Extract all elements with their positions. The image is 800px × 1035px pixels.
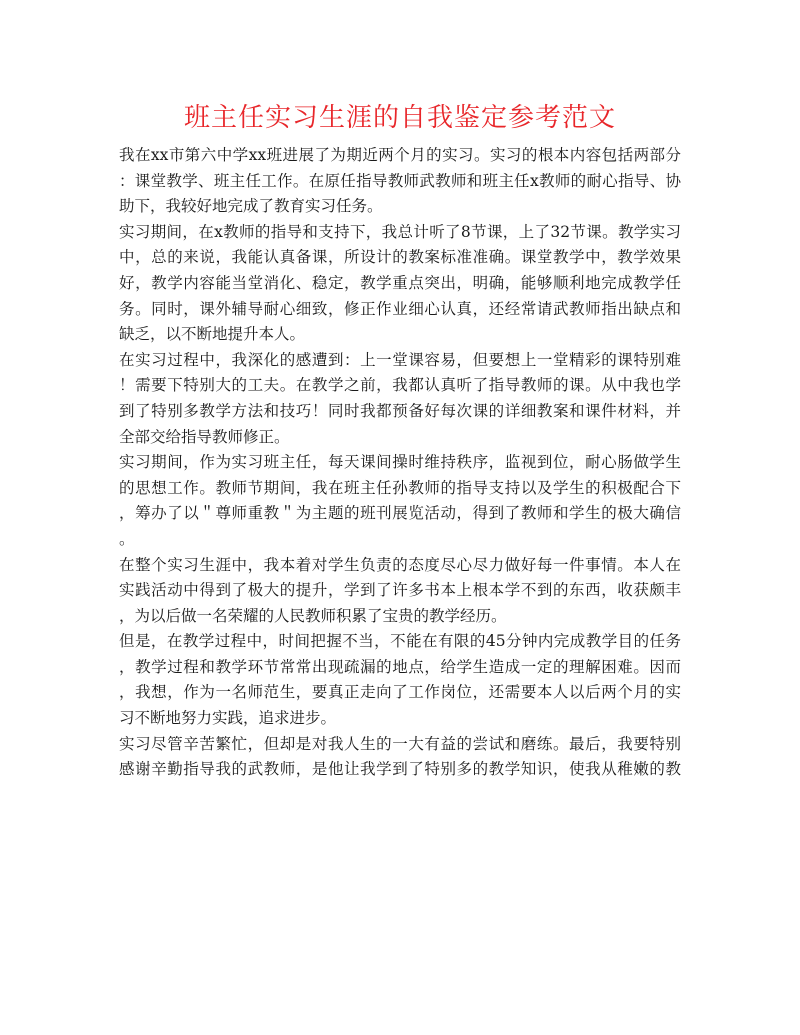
text-line: 实习尽管辛苦繁忙，但却是对我人生的一大有益的尝试和磨练。最后，我要特别 xyxy=(119,734,681,753)
paragraph xyxy=(119,143,681,220)
paragraph xyxy=(119,220,681,348)
text-line: ，筹办了以＂尊师重教＂为主题的班刊展览活动，得到了教师和学生的极大确信 xyxy=(119,504,681,523)
paragraph xyxy=(119,348,681,450)
text-line: 到了特别多教学方法和技巧！同时我都预备好每次课的详细教案和课件材料，并 xyxy=(119,401,681,420)
text-line: 在整个实习生涯中，我本着对学生负责的态度尽心尽力做好每一件事情。本人在 xyxy=(119,555,681,574)
paragraph xyxy=(119,732,681,783)
text-line: 务。同时，课外辅导耐心细致，修正作业细心认真，还经常请武教师指出缺点和 xyxy=(119,299,681,318)
text-line: 的思想工作。教师节期间，我在班主任孙教师的指导支持以及学生的积极配合下 xyxy=(119,478,681,497)
text-line: 实习期间，作为实习班主任，每天课间操时维持秩序，监视到位，耐心肠做学生 xyxy=(119,453,681,472)
text-line: ！需要下特别大的工夫。在教学之前，我都认真听了指导教师的课。从中我也学 xyxy=(119,376,681,395)
text-line: ，为以后做一名荣耀的人民教师积累了宝贵的教学经历。 xyxy=(119,606,507,625)
text-line: 但是，在教学过程中，时间把握不当，不能在有限的45分钟内完成教学目的任务 xyxy=(119,632,681,651)
text-line: 在实习过程中，我深化的感遭到：上一堂课容易，但要想上一堂精彩的课特别难 xyxy=(119,350,681,369)
text-line: 实践活动中得到了极大的提升，学到了许多书本上根本学不到的东西，收获颇丰 xyxy=(119,581,681,600)
text-line: 助下，我较好地完成了教育实习任务。 xyxy=(119,197,383,216)
text-line: ，我想，作为一名师范生，要真正走向了工作岗位，还需要本人以后两个月的实 xyxy=(119,683,681,702)
text-line: 我在xx市第六中学xx班进展了为期近两个月的实习。实习的根本内容包括两部分 xyxy=(119,146,681,164)
text-line: 缺乏，以不断地提升本人。 xyxy=(119,325,306,344)
document-title: 班主任实习生涯的自我鉴定参考范文 xyxy=(183,103,616,133)
text-line: 好，教学内容能当堂消化、稳定，教学重点突出，明确，能够顺利地完成教学任 xyxy=(119,273,681,292)
text-line: 中，总的来说，我能认真备课，所设计的教案标准准确。课堂教学中，教学效果 xyxy=(119,248,681,267)
text-line: 实习期间，在x教师的指导和支持下，我总计听了8节课，上了32节课。教学实习 xyxy=(119,222,681,241)
paragraph xyxy=(119,450,681,552)
text-line: 。 xyxy=(119,529,135,548)
document-body xyxy=(119,143,681,783)
text-line: 感谢辛勤指导我的武教师，是他让我学到了特别多的教学知识，使我从稚嫩的教 xyxy=(119,760,681,779)
paragraph xyxy=(119,629,681,731)
text-line: ：课堂教学、班主任工作。在原任指导教师武教师和班主任x教师的耐心指导、协 xyxy=(119,171,681,190)
text-line: 习不断地努力实践，追求进步。 xyxy=(119,709,337,728)
text-line: ，教学过程和教学环节常常出现疏漏的地点，给学生造成一定的理解困难。因而 xyxy=(119,657,681,676)
paragraph xyxy=(119,553,681,630)
text-line: 全部交给指导教师修正。 xyxy=(119,427,290,446)
